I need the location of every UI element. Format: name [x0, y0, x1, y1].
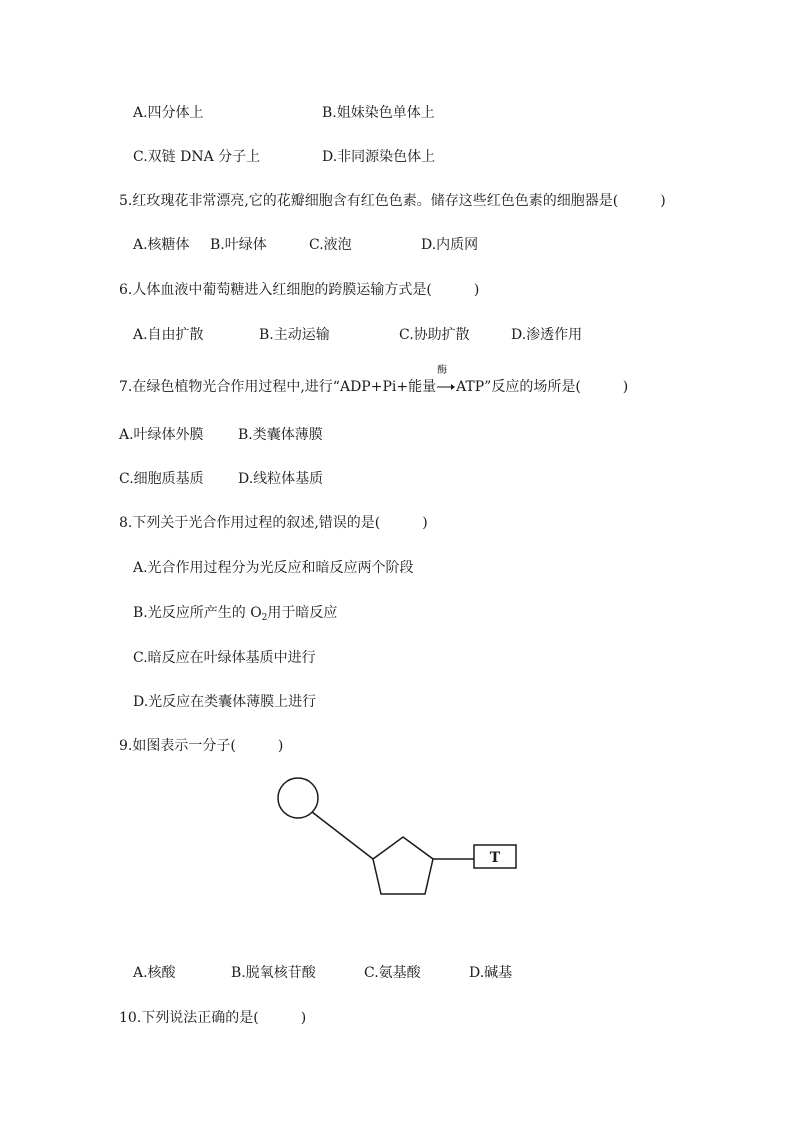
- q4-option-b: B.姐妹染色单体上: [322, 105, 435, 121]
- q6-option-a: A.自由扩散: [133, 327, 204, 343]
- q8-stem: 8.下列关于光合作用过程的叙述,错误的是( ): [119, 515, 428, 531]
- sugar-pentagon: [373, 837, 433, 894]
- q8-option-c: C.暗反应在叶绿体基质中进行: [133, 650, 316, 666]
- enzyme-label: 酶: [437, 365, 448, 376]
- q7-option-c: C.细胞质基质: [119, 471, 204, 487]
- enzyme-arrow: [436, 365, 456, 397]
- q8-option-b-post: 用于暗反应: [267, 605, 338, 621]
- q5-option-d: D.内质网: [421, 237, 479, 253]
- q5-option-b: B.叶绿体: [210, 237, 267, 253]
- q6-option-c: C.协助扩散: [399, 327, 470, 343]
- q4-option-a: A.四分体上: [133, 105, 204, 121]
- q7-option-a: A.叶绿体外膜: [119, 427, 204, 443]
- q7-option-b: B.类囊体薄膜: [238, 427, 323, 443]
- q6-option-d: D.渗透作用: [511, 327, 583, 343]
- q10-stem: 10.下列说法正确的是( ): [119, 1010, 307, 1026]
- q9-stem: 9.如图表示一分子( ): [119, 738, 284, 754]
- q5-option-c: C.液泡: [309, 237, 352, 253]
- q5-stem: 5.红玫瑰花非常漂亮,它的花瓣细胞含有红色色素。储存这些红色色素的细胞器是( ): [119, 193, 666, 209]
- q6-option-b: B.主动运输: [259, 327, 330, 343]
- q8-option-d: D.光反应在类囊体薄膜上进行: [133, 694, 317, 710]
- q7-stem-post: ATP”反应的场所是( ): [456, 379, 629, 395]
- base-label: T: [489, 850, 501, 866]
- q9-option-c: C.氨基酸: [364, 965, 421, 981]
- right-arrow-icon: [436, 383, 456, 391]
- q9-option-b: B.脱氧核苷酸: [231, 965, 316, 981]
- q4-option-d: D.非同源染色体上: [322, 149, 436, 165]
- q8-option-a: A.光合作用过程分为光反应和暗反应两个阶段: [133, 560, 414, 576]
- q8-option-b: [133, 603, 337, 628]
- q7-stem-pre: 7.在绿色植物光合作用过程中,进行“ADP+Pi+能量: [119, 379, 437, 395]
- q8-option-b-pre: B.光反应所产生的 O: [133, 605, 262, 621]
- q8-option-b-subscript: 2: [261, 613, 268, 623]
- nucleotide-diagram: [270, 770, 530, 900]
- q7-option-d: D.线粒体基质: [238, 471, 324, 487]
- connector-line: [312, 812, 373, 859]
- q9-option-a: A.核酸: [133, 965, 176, 981]
- q5-option-a: A.核糖体: [133, 237, 190, 253]
- q9-option-d: D.碱基: [469, 965, 513, 981]
- q4-option-c: C.双链 DNA 分子上: [133, 149, 261, 165]
- q7-stem: [119, 365, 629, 397]
- q6-stem: 6.人体血液中葡萄糖进入红细胞的跨膜运输方式是( ): [119, 282, 480, 298]
